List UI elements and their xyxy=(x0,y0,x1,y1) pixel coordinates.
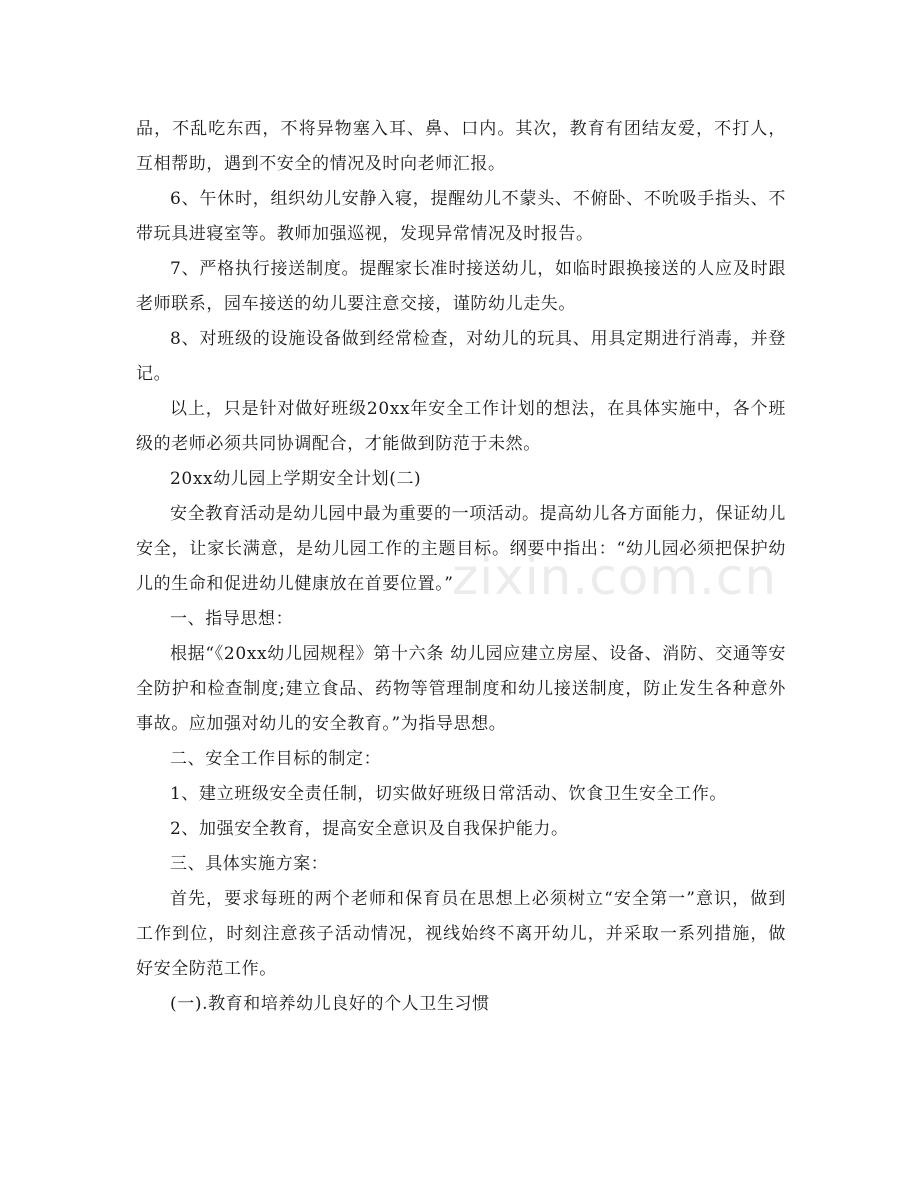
heading-implementation: 三、具体实施方案： xyxy=(170,854,329,874)
paragraph-guiding-thought: 根据“《20xx幼儿园规程》第十六条 幼儿园应建立房屋、设备、消防、交通等安全防护和检查制度;建立食品、药物等管理制度和幼儿接送制度，防止发生各种意外事故。应加强对幼儿的安全教育。”为指导思想。 xyxy=(136,644,786,734)
paragraph-continuation: 品，不乱吃东西，不将异物塞入耳、鼻、口内。其次，教育有团结友爱，不打人，互相帮助，遇到不安全的情况及时向老师汇报。 xyxy=(136,119,786,174)
watermark-text: zixin.com.cn xyxy=(452,548,778,606)
heading-safety-goals: 二、安全工作目标的制定： xyxy=(170,749,382,769)
section-title: 20xx幼儿园上学期安全计划(二) xyxy=(170,469,422,489)
paragraph-summary: 以上，只是针对做好班级20xx年安全工作计划的想法，在具体实施中，各个班级的老师必须共同协调配合，才能做到防范于未然。 xyxy=(136,399,786,454)
paragraph-goal-2: 2、加强安全教育，提高安全意识及自我保护能力。 xyxy=(170,819,569,839)
paragraph-implementation: 首先，要求每班的两个老师和保育员在思想上必须树立“安全第一”意识，做到工作到位，时刻注意孩子活动情况，视线始终不离开幼儿，并采取一系列措施，做好安全防范工作。 xyxy=(136,889,786,979)
document-body xyxy=(136,112,786,1022)
subheading-hygiene-habits: (一).教育和培养幼儿良好的个人卫生习惯 xyxy=(170,994,490,1014)
heading-guiding-thought: 一、指导思想： xyxy=(170,609,294,629)
paragraph-goal-1: 1、建立班级安全责任制，切实做好班级日常活动、饮食卫生安全工作。 xyxy=(170,784,728,804)
paragraph-item-6: 6、午休时，组织幼儿安静入寝，提醒幼儿不蒙头、不俯卧、不吮吸手指头、不带玩具进寝室等。教师加强巡视，发现异常情况及时报告。 xyxy=(136,189,786,244)
paragraph-item-7: 7、严格执行接送制度。提醒家长准时接送幼儿，如临时跟换接送的人应及时跟老师联系，园车接送的幼儿要注意交接，谨防幼儿走失。 xyxy=(136,259,786,314)
paragraph-item-8: 8、对班级的设施设备做到经常检查，对幼儿的玩具、用具定期进行消毒，并登记。 xyxy=(136,329,786,384)
paragraph-intro: 安全教育活动是幼儿园中最为重要的一项活动。提高幼儿各方面能力，保证幼儿安全，让家长满意，是幼儿园工作的主题目标。纲要中指出：“幼儿园必须把保护幼儿的生命和促进幼儿健康放在首要位置。” xyxy=(136,504,786,594)
